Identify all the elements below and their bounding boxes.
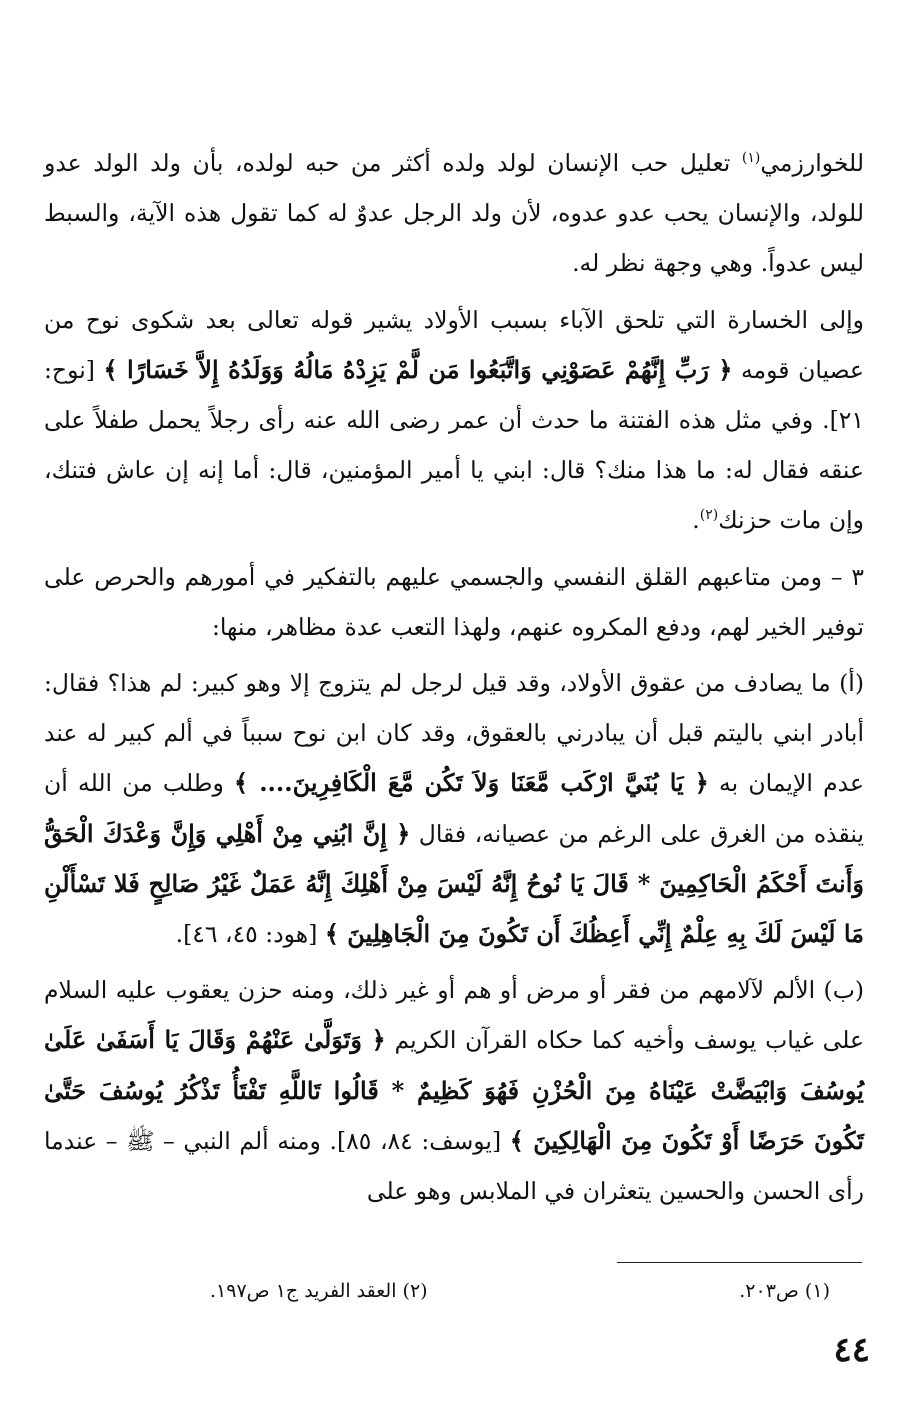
footnote-divider [617, 1262, 862, 1263]
footnotes [210, 1278, 830, 1304]
paragraph [44, 965, 864, 1216]
quran-verse: ﴿ رَبِّ إِنَّهُمْ عَصَوْنِي وَاتَّبَعُوا مَن لَّمْ يَزِدْهُ مَالُهُ وَوَلَدُهُ إِلاَّ خَسَارًا ﴾ [103, 354, 733, 384]
paragraph-text: (ب) الألم لآلامهم من فقر أو مرض أو هم أو غير ذلك، ومنه حزن يعقوب عليه السلام على غياب يوسف وأخيه كما حكاه القرآن الكريم [44, 976, 864, 1055]
paragraph-text: ٣ – ومن متاعبهم القلق النفسي والجسمي عليهم بالتفكير في أمورهم والحرص على توفير الخير لهم، ودفع المكروه عنهم، ولهذا التعب عدة مظاهر، منها: [44, 562, 864, 641]
paragraph [44, 138, 864, 289]
quran-verse: ﴿ يَا بُنَيَّ ارْكَب مَّعَنَا وَلاَ تَكُن مَّعَ الْكَافِرِينَ.... ﴾ [234, 768, 709, 798]
paragraph-text: تعليل حب الإنسان لولد ولده أكثر من حبه لولده، بأن ولد الولد عدو للولد، والإنسان يحب عدو عدوه، لأن ولد الرجل عدوٌ له كما تقول هذه الآية، والسبط ليس عدواً. وهي وجهة نظر له. [44, 149, 864, 278]
footnote-2: (٢) العقد الفريد ج١ ص١٩٧. [210, 1280, 428, 1302]
paragraph-text: وإلى الخسارة التي تلحق الآباء بسبب الأولاد يشير قوله تعالى بعد شكوى نوح من عصيان قومه [44, 305, 864, 384]
paragraph [44, 658, 864, 959]
paragraph [44, 552, 864, 652]
paragraph-text: [يوسف: ٨٤، ٨٥]. ومنه ألم النبي – ﷺ – عندما رأى الحسن والحسين يتعثران في الملابس وهو على [44, 1126, 864, 1206]
quran-verse: ﴿ وَتَوَلَّىٰ عَنْهُمْ وَقَالَ يَا أَسَفَىٰ عَلَىٰ يُوسُفَ وَابْيَضَّتْ عَيْنَاهُ مِنَ الْحُزْنِ فَهُوَ كَظِيمٌ * قَالُوا تَاللَّهِ تَفْتَأُ تَذْكُرُ يُوسُفَ حَتَّىٰ تَكُونَ حَرَضًا أَوْ تَكُونَ مِنَ الْهَالِكِينَ ﴾ [44, 1025, 864, 1155]
page-number: ٤٤ [833, 1330, 870, 1370]
paragraph-text: . [692, 506, 700, 535]
footnote-1: (١) ص٢٠٣. [739, 1280, 830, 1302]
paragraph-text: [هود: ٤٥، ٤٦]. [175, 920, 325, 949]
footnote-ref: (٢) [699, 507, 719, 524]
footnote-ref: (١) [741, 150, 761, 167]
paragraph-text: (أ) ما يصادف من عقوق الأولاد، وقد قيل لرجل لم يتزوج إلا وهو كبير: لم هذا؟ فقال: أبادر ابني باليتم قبل أن يبادرني بالعقوق، وقد كان ابن نوح سبباً في ألم كبير له عند عدم الإيمان به [44, 669, 864, 798]
paragraph-text: وطلب من الله أن ينقذه من الغرق على الرغم من عصيانه، فقال [44, 769, 865, 848]
paragraph-text: للخوارزمي [760, 149, 864, 177]
quran-verse: ﴿ إِنَّ ابُنِي مِنْ أَهْلِي وَإِنَّ وَعْدَكَ الْحَقُّ وَأَنتَ أَحْكَمُ الْحَاكِمِينَ * قَالَ يَا نُوحُ إِنَّهُ لَيْسَ مِنْ أَهْلِكَ إِنَّهُ عَمَلٌ غَيْرُ صَالِحٍ فَلا تَسْأَلْنِ مَا لَيْسَ لَكَ بِهِ عِلْمٌ إِنِّي أَعِظُكَ أَن تَكُونَ مِنَ الْجَاهِلِينَ ﴾ [44, 818, 864, 949]
page-body [44, 138, 864, 1216]
paragraph-text: [نوح: ٢١]. وفي مثل هذه الفتنة ما حدث أن عمر رضى الله عنه رأى رجلاً يحمل طفلاً على عنقه فقال له: ما هذا منك؟ قال: ابني يا أمير المؤمنين، قال: أما إنه إن عاش فتنك، وإن مات حزنك [44, 355, 864, 535]
paragraph [44, 295, 864, 546]
